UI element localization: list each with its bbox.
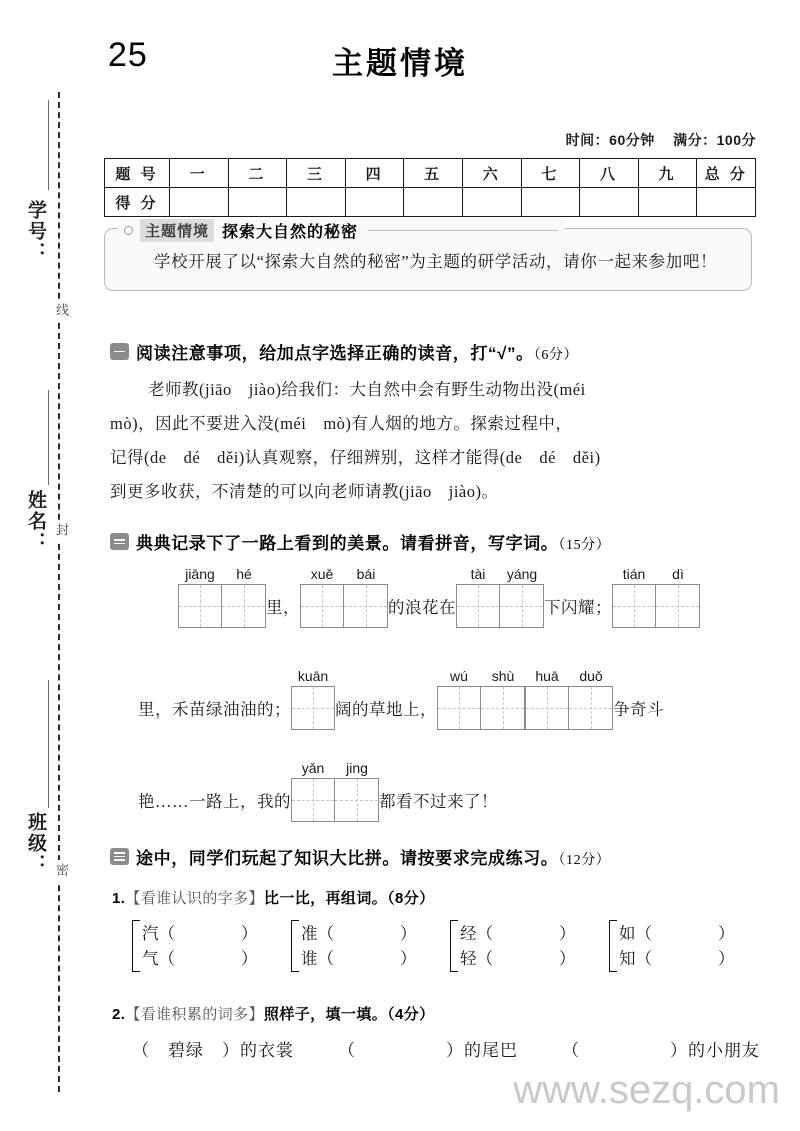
character-pair-group [450, 920, 576, 972]
class-label: 班级： [25, 812, 46, 875]
theme-badge: 主题情境 [140, 219, 214, 242]
pinyin-label: jiāng [185, 566, 215, 582]
inline-sentence-text: 的浪花在 [388, 598, 456, 617]
character-cell[interactable] [344, 584, 388, 628]
score-table-question-header: 五 [404, 159, 463, 188]
score-cell[interactable] [287, 188, 346, 217]
binding-margin [0, 0, 96, 1131]
section-mark-two-icon [110, 533, 129, 550]
character-cell[interactable] [525, 686, 569, 730]
subq-2-tag: 【看谁积累的词多】 [125, 1006, 264, 1023]
section-3-points: （12分） [558, 853, 611, 868]
character-cell[interactable] [569, 686, 613, 730]
section-3-title: 途中，同学们玩起了知识大比拼。请按要求完成练习。（12分） [136, 849, 611, 868]
character-grid-group [437, 668, 525, 730]
section-heading-3 [110, 844, 610, 869]
inline-sentence-text: 里， [266, 598, 300, 617]
score-table-row-label: 得 分 [105, 188, 170, 217]
pinyin-label: hé [236, 566, 252, 582]
subquestion-2-heading [112, 1003, 435, 1024]
score-cell[interactable] [462, 188, 521, 217]
character-pair-group [609, 920, 735, 972]
page-number: 25 [108, 36, 148, 74]
seal-word-mi: 密 [52, 860, 71, 881]
pinyin-label: yáng [506, 566, 538, 582]
pinyin-row [138, 760, 498, 822]
character-grid-group [612, 566, 700, 628]
pinyin-label: bái [356, 566, 376, 582]
pair-rows [301, 921, 417, 971]
score-cell[interactable] [638, 188, 697, 217]
pair-bottom-blank[interactable]: 谁（ ） [301, 949, 417, 968]
fill-in-blank[interactable]: （ ） [562, 1041, 688, 1060]
theme-header [118, 219, 564, 242]
bracket-icon [609, 920, 617, 972]
character-grid [612, 584, 700, 628]
character-grid-group [291, 668, 335, 730]
section-heading-1 [110, 339, 578, 364]
character-grid [291, 778, 379, 822]
inline-sentence-text: 争奇斗 [613, 700, 664, 719]
subq-1-num: 1. [112, 890, 126, 907]
pinyin-label: jing [346, 760, 368, 776]
full-score-label: 满分：100分 [673, 132, 756, 148]
pinyin-label-row [291, 668, 335, 684]
character-grid [456, 584, 544, 628]
bullet-circle-icon [124, 226, 133, 235]
score-cell[interactable] [228, 188, 287, 217]
subq-1-tag: 【看谁认识的字多】 [125, 890, 264, 907]
pinyin-label: wú [450, 668, 468, 684]
theme-body: 学校开展了以“探索大自然的秘密”为主题的研学活动，请你一起来参加吧！ [154, 252, 718, 271]
character-cell[interactable] [437, 686, 481, 730]
score-cell[interactable] [170, 188, 229, 217]
seal-word-feng: 封 [52, 520, 71, 541]
character-cell[interactable] [291, 778, 335, 822]
character-cell[interactable] [335, 778, 379, 822]
pinyin-label: shù [491, 668, 515, 684]
pair-top-blank[interactable]: 经（ ） [460, 924, 576, 943]
pinyin-label: dì [672, 566, 684, 582]
student-id-label: 学号： [25, 200, 46, 263]
seal-word-line: 线 [52, 300, 71, 321]
class-rule [48, 680, 49, 808]
fill-in-suffix: 的尾巴 [464, 1041, 518, 1060]
pinyin-label-row [291, 760, 379, 776]
character-grid [178, 584, 266, 628]
pinyin-label: xuě [310, 566, 334, 582]
character-grid-group [291, 760, 379, 822]
subq-2-points: （4分） [387, 1006, 435, 1023]
character-cell[interactable] [291, 686, 335, 730]
section-mark-three-icon [110, 848, 129, 865]
time-label: 时间：60分钟 [565, 132, 655, 148]
section-heading-2 [110, 529, 610, 554]
score-table-question-header: 七 [521, 159, 580, 188]
pinyin-row [138, 668, 664, 730]
character-cell[interactable] [481, 686, 525, 730]
pinyin-label: huā [535, 668, 559, 684]
inline-sentence-text: 里，禾苗绿油油的； [138, 700, 291, 719]
fill-in-item [562, 1041, 760, 1060]
score-table-question-header: 一 [170, 159, 229, 188]
theme-subtitle: 探索大自然的秘密 [222, 224, 359, 241]
character-pair-group [291, 920, 417, 972]
theme-divider [368, 230, 558, 231]
section-1-points: （6分） [533, 348, 579, 363]
section-1-body-rest [110, 407, 760, 509]
pinyin-label: yǎn [301, 760, 325, 776]
character-grid-group [456, 566, 544, 628]
pinyin-label: tián [622, 566, 646, 582]
character-grid [437, 686, 525, 730]
character-cell[interactable] [612, 584, 656, 628]
section-2-points: （15分） [558, 538, 611, 553]
bracket-icon [450, 920, 458, 972]
pair-top-blank[interactable]: 准（ ） [301, 924, 417, 943]
inline-sentence-text: 都看不过来了！ [379, 792, 498, 811]
pair-bottom-blank[interactable]: 气（ ） [142, 949, 258, 968]
score-cell[interactable] [697, 188, 756, 217]
s1-line-3: 记得(de dé děi)认真观察，仔细辨别，这样才能得(de dé děi) [110, 448, 601, 467]
character-pair-group [132, 920, 258, 972]
character-cell[interactable] [500, 584, 544, 628]
table-row [105, 159, 756, 188]
score-table-question-header: 四 [345, 159, 404, 188]
fill-in-suffix: 的衣裳 [240, 1041, 294, 1060]
s1-line-1: 老师教(jiāo jiào)给我们：大自然中会有野生动物出没(méi [148, 380, 586, 399]
score-table-question-header: 二 [228, 159, 287, 188]
score-table-row-label: 题 号 [105, 159, 170, 188]
score-cell[interactable] [580, 188, 639, 217]
pinyin-row [178, 566, 700, 628]
score-table-question-header: 三 [287, 159, 346, 188]
character-grid-group [300, 566, 388, 628]
score-cell[interactable] [521, 188, 580, 217]
pinyin-label: duǒ [579, 668, 603, 684]
subq-2-text: 照样子，填一填。 [263, 1006, 388, 1023]
page-title: 主题情境 [332, 46, 468, 81]
section-1-title: 阅读注意事项，给加点字选择正确的读音，打“√”。（6分） [136, 344, 579, 363]
pinyin-label: kuān [297, 668, 329, 684]
subq-1-text: 比一比，再组词。 [263, 890, 388, 907]
bracket-icon [132, 920, 140, 972]
fill-in-blank[interactable]: （ ） [338, 1041, 464, 1060]
student-id-rule [48, 100, 49, 190]
pinyin-label-row [300, 566, 388, 582]
fill-in-blanks-row [132, 1036, 760, 1061]
pinyin-label-row [178, 566, 266, 582]
character-grid-group [525, 668, 613, 730]
character-grid [291, 686, 335, 730]
pair-top-blank[interactable]: 汽（ ） [142, 924, 258, 943]
character-grid [300, 584, 388, 628]
score-table-question-header: 六 [462, 159, 521, 188]
pair-bottom-blank[interactable]: 知（ ） [619, 949, 735, 968]
subq-1-points: （8分） [387, 890, 435, 907]
name-label: 姓名： [25, 490, 46, 553]
fill-in-item [132, 1041, 294, 1060]
fill-in-blank[interactable]: （ 碧绿 ） [132, 1041, 240, 1060]
pair-top-blank[interactable]: 如（ ） [619, 924, 735, 943]
score-table-question-header: 九 [638, 159, 697, 188]
s1-line-2: mò)，因此不要进入没(méi mò)有人烟的地方。探索过程中， [110, 414, 573, 433]
pair-rows [460, 921, 576, 971]
subquestion-1-heading [112, 887, 435, 908]
section-mark-one-icon [110, 343, 129, 360]
pinyin-label: tài [470, 566, 486, 582]
table-row [105, 188, 756, 217]
character-grid-group [178, 566, 266, 628]
inline-sentence-text: 下闪耀； [544, 598, 612, 617]
score-cell[interactable] [404, 188, 463, 217]
pinyin-label-row [612, 566, 700, 582]
score-cell[interactable] [345, 188, 404, 217]
pinyin-label-row [525, 668, 613, 684]
bracket-icon [291, 920, 299, 972]
subq-2-num: 2. [112, 1006, 126, 1023]
fill-in-suffix: 的小朋友 [688, 1041, 760, 1060]
exam-meta [552, 130, 756, 150]
binding-dashed-line [58, 92, 60, 1092]
pair-rows [619, 921, 735, 971]
character-cell[interactable] [178, 584, 222, 628]
pinyin-label-row [456, 566, 544, 582]
score-table-question-header: 八 [580, 159, 639, 188]
score-table-question-header: 总 分 [697, 159, 756, 188]
score-table [104, 158, 756, 217]
section-1-body [148, 373, 758, 407]
inline-sentence-text: 艳……一路上，我的 [138, 792, 291, 811]
name-rule [48, 390, 49, 485]
fill-in-item [338, 1041, 518, 1060]
pair-bottom-blank[interactable]: 轻（ ） [460, 949, 576, 968]
pair-rows [142, 921, 258, 971]
inline-sentence-text: 阔的草地上， [335, 700, 437, 719]
pinyin-label-row [437, 668, 525, 684]
character-cell[interactable] [456, 584, 500, 628]
section-2-title: 典典记录下了一路上看到的美景。请看拼音，写字词。（15分） [136, 534, 611, 553]
character-cell[interactable] [656, 584, 700, 628]
character-grid [525, 686, 613, 730]
watermark: www.sezq.com [513, 1068, 780, 1112]
character-cell[interactable] [300, 584, 344, 628]
character-cell[interactable] [222, 584, 266, 628]
s1-line-4: 到更多收获，不清楚的可以向老师请教(jiāo jiào)。 [110, 482, 499, 501]
